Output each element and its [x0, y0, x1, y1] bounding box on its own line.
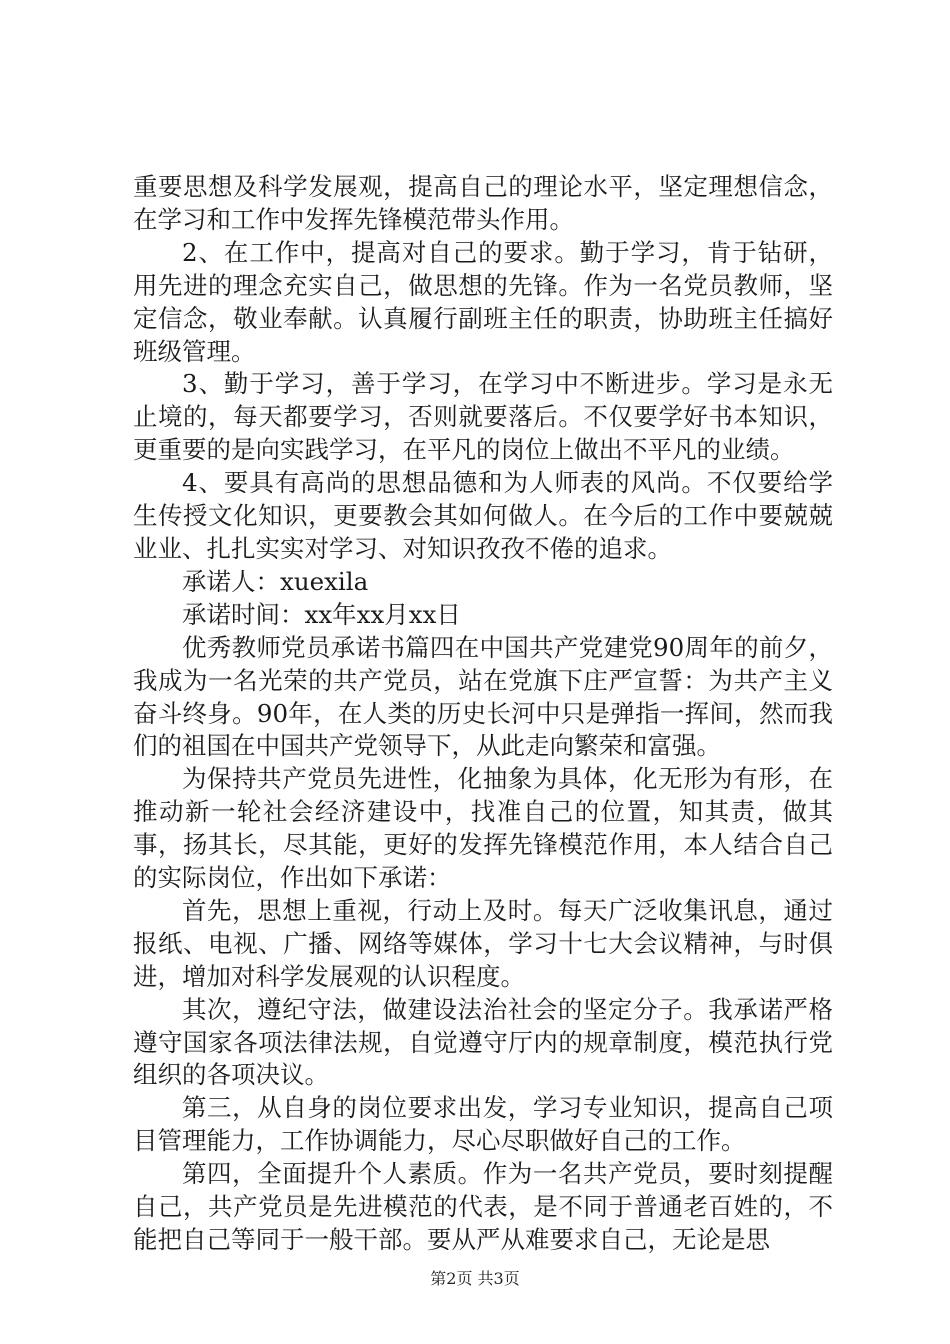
- paragraph: 3、勤于学习，善于学习，在学习中不断进步。学习是永无止境的，每天都要学习，否则就要落后。不仅要学好书本知识，更重要的是向实践学习，在平凡的岗位上做出不平凡的业绩。: [133, 369, 833, 465]
- date-line: 承诺时间：xx年xx月xx日: [182, 599, 461, 629]
- paragraph: 优秀教师党员承诺书篇四在中国共产党建党90周年的前夕，我成为一名光荣的共产党员，站在党旗下庄严宣誓：为共产主义奋斗终身。90年，在人类的历史长河中只是弹指一挥间，然而我们的祖国在中国共产党领导下，从此走向繁荣和富强。: [133, 632, 833, 761]
- paragraph: 第三，从自身的岗位要求出发，学习专业知识，提高自己项目管理能力，工作协调能力，尽心尽职做好自己的工作。: [133, 1093, 833, 1156]
- page-number: 第2页 共3页: [430, 1269, 520, 1288]
- page-footer: [0, 1266, 950, 1289]
- paragraph: 4、要具有高尚的思想品德和为人师表的风尚。不仅要给学生传授文化知识，更要教会其如何做人。在今后的工作中要兢兢业业、扎扎实实对学习、对知识孜孜不倦的追求。: [133, 468, 833, 563]
- document-body: [133, 171, 833, 1257]
- paragraph: 2、在工作中，提高对自己的要求。勤于学习，肯于钻研，用先进的理念充实自己，做思想的先锋。作为一名党员教师，坚定信念，敬业奉献。认真履行副班主任的职责，协助班主任搞好班级管理。: [133, 237, 833, 366]
- paragraph: 首先，思想上重视，行动上及时。每天广泛收集讯息，通过报纸、电视、广播、网络等媒体，学习十七大会议精神，与时俱进，增加对科学发展观的认识程度。: [133, 895, 833, 991]
- signer-line: 承诺人：xuexila: [182, 566, 369, 596]
- paragraph: 第四，全面提升个人素质。作为一名共产党员，要时刻提醒自己，共产党员是先进模范的代表，是不同于普通老百姓的，不能把自己等同于一般干部。要从严从难要求自己，无论是思: [133, 1159, 833, 1254]
- paragraph: 为保持共产党员先进性，化抽象为具体，化无形为有形，在推动新一轮社会经济建设中，找准自己的位置，知其责，做其事，扬其长，尽其能，更好的发挥先锋模范作用，本人结合自己的实际岗位，作出如下承诺：: [133, 764, 833, 893]
- paragraph: 其次，遵纪守法，做建设法治社会的坚定分子。我承诺严格遵守国家各项法律法规，自觉遵守厅内的规章制度，模范执行党组织的各项决议。: [133, 994, 833, 1090]
- paragraph: 重要思想及科学发展观，提高自己的理论水平，坚定理想信念，在学习和工作中发挥先锋模范带头作用。: [133, 172, 833, 234]
